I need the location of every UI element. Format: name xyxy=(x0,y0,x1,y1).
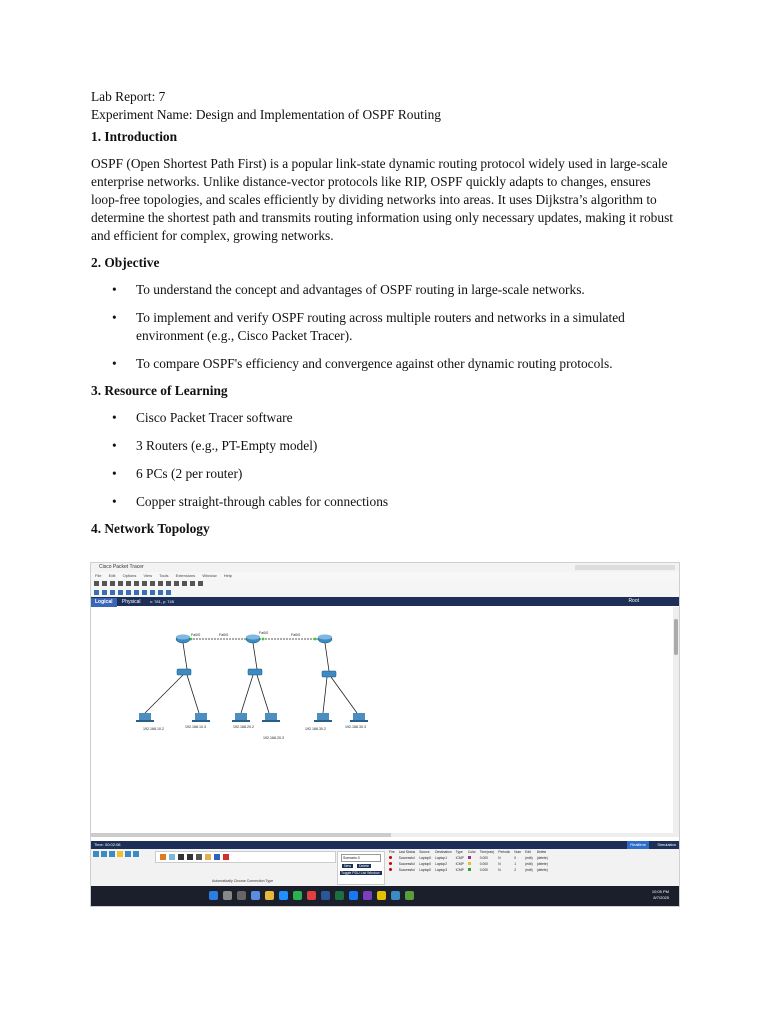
pdu-num: 0 xyxy=(514,856,517,860)
experiment-name: Experiment Name: Design and Implementation of OSPF Routing xyxy=(91,107,441,122)
realtime-tab[interactable]: Realtime xyxy=(627,841,649,849)
cable-palette xyxy=(155,851,336,863)
pdu-time: 0.000 xyxy=(479,868,489,872)
list-item: • To compare OSPF's efficiency and convergence against other dynamic routing protocols. xyxy=(91,355,681,373)
pdu-header: Periodic xyxy=(498,850,511,854)
wizard-icon[interactable] xyxy=(126,581,131,586)
resize-icon[interactable] xyxy=(118,590,123,595)
time-bar xyxy=(91,841,679,849)
pdu-periodic: N xyxy=(498,862,501,866)
device-category-icon[interactable] xyxy=(109,851,115,857)
router-icon[interactable] xyxy=(318,635,332,644)
packet-tracer-icon[interactable] xyxy=(391,891,400,900)
resources-heading: 3. Resource of Learning xyxy=(91,383,228,398)
zoom-reset-icon[interactable] xyxy=(182,581,187,586)
app-icon[interactable] xyxy=(363,891,372,900)
pdu-status: Successful xyxy=(398,868,415,872)
pt-toolbar xyxy=(91,579,679,588)
link-s3-pc xyxy=(331,677,357,713)
pdu-destination: Laptop2 xyxy=(435,862,448,866)
complex-pdu-icon[interactable] xyxy=(166,590,171,595)
list-item: • To implement and verify OSPF routing across multiple routers and networks in a simulated environment (e.g., Cisco Packet Tracer). xyxy=(91,309,681,345)
pdu-source: Laptop0 xyxy=(419,856,432,860)
connection-icon[interactable] xyxy=(117,851,123,857)
select-icon[interactable] xyxy=(94,590,99,595)
fiber-cable-icon[interactable] xyxy=(196,854,202,860)
pdu-edit-link[interactable]: (edit) xyxy=(525,868,533,872)
pt-toolbar-secondary xyxy=(91,588,679,597)
pc-label: 192.168.10.2 xyxy=(143,727,164,731)
zoom-in-icon[interactable] xyxy=(166,581,171,586)
pdu-edit-link[interactable]: (edit) xyxy=(525,862,533,866)
new-icon[interactable] xyxy=(94,581,99,586)
pdu-delete-link[interactable]: (delete) xyxy=(536,856,548,860)
chrome-icon[interactable] xyxy=(293,891,302,900)
serial-cable-icon[interactable] xyxy=(223,854,229,860)
device-palette xyxy=(93,851,139,857)
fire-icon[interactable] xyxy=(389,868,392,871)
device-category-icon[interactable] xyxy=(93,851,99,857)
introduction-text: OSPF (Open Shortest Path First) is a popular link-state dynamic routing protocol widely used in large-scale enterprise networks. Unlike distance-vector protocols like RIP, OSPF quickly adapts to changes, ensures loop-free topologies, and scales efficiently by dividing networks into areas. It uses Dijkstra’s algorithm to determine the shortest path and transmits routing information using only necessary updates, making it robust and efficient for complex, growing networks. xyxy=(91,156,674,243)
pdu-num: 2 xyxy=(514,868,517,872)
excel-icon[interactable] xyxy=(335,891,344,900)
list-item: • Copper straight-through cables for connections xyxy=(91,493,681,511)
link-light xyxy=(314,638,317,641)
link-s1-pc xyxy=(187,675,199,713)
new-scenario-button[interactable]: New xyxy=(344,864,352,868)
device-category-icon[interactable] xyxy=(125,851,131,857)
pdu-header: Fire xyxy=(389,850,395,854)
fire-icon[interactable] xyxy=(389,856,392,859)
list-item: • 6 PCs (2 per router) xyxy=(91,465,681,483)
pdu-source: Laptop0 xyxy=(419,868,432,872)
window-controls[interactable] xyxy=(575,565,675,570)
coax-cable-icon[interactable] xyxy=(214,854,220,860)
pdu-header: Source xyxy=(419,850,430,854)
scenario-select[interactable]: Scenario 0 xyxy=(341,854,381,862)
if-label-r3: Fa0/0 xyxy=(291,633,301,637)
vertical-scrollbar[interactable] xyxy=(673,607,679,837)
pt-window-title: Cisco Packet Tracer xyxy=(99,564,144,570)
packet-tracer-screenshot xyxy=(90,562,680,907)
pdu-header: Type xyxy=(455,850,463,854)
note-icon[interactable] xyxy=(126,590,131,595)
link-r3-s3 xyxy=(325,643,329,671)
laptop-icon[interactable] xyxy=(350,713,368,722)
pdu-header: Num xyxy=(514,850,522,854)
list-item: • To understand the concept and advantages of OSPF routing in large-scale networks. xyxy=(91,281,681,299)
palette-icon[interactable] xyxy=(190,581,195,586)
copy-icon[interactable] xyxy=(134,581,139,586)
straight-cable-icon[interactable] xyxy=(178,854,184,860)
pdu-header: Last Status xyxy=(398,850,416,854)
zoom-out-icon[interactable] xyxy=(174,581,179,586)
taskbar-icons xyxy=(209,891,414,900)
pdu-header: Edit xyxy=(525,850,531,854)
menu-tools[interactable]: Tools xyxy=(159,573,169,578)
delete-scenario-button[interactable]: Delete xyxy=(359,864,370,868)
topology-heading: 4. Network Topology xyxy=(91,521,210,536)
rectangle-icon[interactable] xyxy=(142,590,147,595)
ellipse-icon[interactable] xyxy=(150,590,155,595)
pdu-icon[interactable] xyxy=(158,590,163,595)
pdu-periodic: N xyxy=(498,868,501,872)
pdu-delete-link[interactable]: (delete) xyxy=(536,868,548,872)
auto-cable-label: Automatically Choose Connection Type xyxy=(211,879,274,883)
menu-file[interactable]: File xyxy=(95,573,102,578)
pdu-type: ICMP xyxy=(455,856,464,860)
simulation-tab[interactable]: Simulation xyxy=(657,842,676,847)
device-category-icon[interactable] xyxy=(133,851,139,857)
crossover-cable-icon[interactable] xyxy=(187,854,193,860)
pt-menu-bar xyxy=(91,572,679,579)
pdu-header: Delete xyxy=(536,850,547,854)
task-view-icon[interactable] xyxy=(237,891,246,900)
laptop-icon[interactable] xyxy=(314,713,332,722)
time-readout: Time: 00:02:08 xyxy=(94,842,121,847)
router-icon[interactable] xyxy=(246,635,260,644)
pdu-destination: Laptop3 xyxy=(435,868,448,872)
pdu-time: 0.000 xyxy=(479,856,489,860)
pc-label: 192.168.20.2 xyxy=(233,725,254,729)
line-icon[interactable] xyxy=(134,590,139,595)
topology-diagram xyxy=(91,607,673,837)
pc-label: 192.168.20.3 xyxy=(263,736,284,740)
edge-icon[interactable] xyxy=(279,891,288,900)
paste-icon[interactable] xyxy=(142,581,147,586)
file-explorer-icon[interactable] xyxy=(265,891,274,900)
pdu-status: Successful xyxy=(398,862,415,866)
pdu-edit-link[interactable]: (edit) xyxy=(525,856,533,860)
scenario-panel xyxy=(337,851,385,885)
save-icon[interactable] xyxy=(110,581,115,586)
app-icon[interactable] xyxy=(405,891,414,900)
coords-readout: x: 781, y: 745 xyxy=(149,599,174,604)
pt-title-bar xyxy=(91,563,679,572)
windows-taskbar xyxy=(91,886,679,906)
phone-cable-icon[interactable] xyxy=(205,854,211,860)
pdu-num: 1 xyxy=(514,862,517,866)
list-item: • 3 Routers (e.g., PT-Empty model) xyxy=(91,437,681,455)
laptop-icon[interactable] xyxy=(136,713,154,722)
list-item: • Cisco Packet Tracer software xyxy=(91,409,681,427)
delete-icon[interactable] xyxy=(110,590,115,595)
objective-heading: 2. Objective xyxy=(91,255,160,270)
document-page xyxy=(91,88,681,538)
if-label-r2-left: Fa0/0 xyxy=(219,633,229,637)
horizontal-scrollbar[interactable] xyxy=(91,833,679,837)
link-light xyxy=(262,638,265,641)
table-row[interactable] xyxy=(387,867,550,873)
if-label-r1: Fa0/0 xyxy=(191,633,201,637)
tab-physical[interactable]: Physical xyxy=(121,599,141,605)
pdu-time: 0.000 xyxy=(479,862,489,866)
device-icon[interactable] xyxy=(198,581,203,586)
app-icon[interactable] xyxy=(307,891,316,900)
redo-icon[interactable] xyxy=(158,581,163,586)
link-r2-s2 xyxy=(253,643,257,669)
pc-label: 192.168.30.3 xyxy=(345,725,366,729)
app-icon[interactable] xyxy=(377,891,386,900)
pdu-table xyxy=(387,849,550,873)
pdu-color-swatch xyxy=(468,856,471,859)
pdu-periodic: N xyxy=(498,856,501,860)
widgets-icon[interactable] xyxy=(251,891,260,900)
menu-window[interactable]: Window xyxy=(202,573,217,578)
auto-cable-icon[interactable] xyxy=(160,854,166,860)
objective-list xyxy=(91,281,681,373)
pdu-delete-link[interactable]: (delete) xyxy=(536,862,548,866)
laptop-icon[interactable] xyxy=(232,713,250,722)
pc-label: 192.168.30.2 xyxy=(305,727,326,731)
clock-time: 10:05 PM xyxy=(651,889,669,894)
introduction-heading: 1. Introduction xyxy=(91,129,178,144)
if-label-r2-right: Fa0/0 xyxy=(259,631,269,635)
switch-icon[interactable] xyxy=(322,671,336,677)
menu-view[interactable]: View xyxy=(143,573,153,578)
switch-icon[interactable] xyxy=(177,669,191,675)
facebook-icon[interactable] xyxy=(349,891,358,900)
link-s1-pc xyxy=(145,675,183,713)
link-s3-pc xyxy=(323,677,327,713)
router-icon[interactable] xyxy=(176,635,190,644)
pc-label: 192.168.10.3 xyxy=(185,725,206,729)
link-r1-s1 xyxy=(183,643,187,669)
device-category-icon[interactable] xyxy=(101,851,107,857)
lab-report-title: Lab Report: 7 xyxy=(91,89,166,104)
workspace-tab-bar xyxy=(91,597,679,606)
toggle-pdu-button[interactable]: Toggle PDU List Window xyxy=(340,871,382,875)
resources-list xyxy=(91,409,681,511)
menu-help[interactable]: Help xyxy=(223,573,232,578)
link-s2-pc xyxy=(241,675,253,713)
start-icon[interactable] xyxy=(209,891,218,900)
pdu-type: ICMP xyxy=(455,862,464,866)
pdu-header: Destination xyxy=(435,850,452,854)
tab-logical[interactable]: Logical xyxy=(91,598,117,607)
bottom-panel xyxy=(91,841,679,886)
pdu-type: ICMP xyxy=(455,868,464,872)
pdu-status: Successful xyxy=(398,856,415,860)
pdu-header: Time(sec) xyxy=(479,850,495,854)
link-s2-pc xyxy=(257,675,269,713)
taskbar-clock[interactable] xyxy=(652,889,669,901)
pdu-color-swatch xyxy=(468,868,471,871)
pdu-source: Laptop0 xyxy=(419,862,432,866)
clock-date: 8/7/2025 xyxy=(653,895,669,900)
pdu-destination: Laptop1 xyxy=(435,856,448,860)
open-icon[interactable] xyxy=(102,581,107,586)
pdu-header: Color xyxy=(467,850,476,854)
console-cable-icon[interactable] xyxy=(169,854,175,860)
laptop-icon[interactable] xyxy=(262,713,280,722)
switch-icon[interactable] xyxy=(248,669,262,675)
menu-edit[interactable]: Edit xyxy=(108,573,116,578)
menu-options[interactable]: Options xyxy=(122,573,137,578)
logical-workspace[interactable] xyxy=(91,607,673,837)
laptop-icon[interactable] xyxy=(192,713,210,722)
root-label[interactable]: Root xyxy=(628,598,639,604)
pdu-color-swatch xyxy=(468,862,471,865)
undo-icon[interactable] xyxy=(150,581,155,586)
pdu-list xyxy=(387,849,550,873)
search-icon[interactable] xyxy=(223,891,232,900)
print-icon[interactable] xyxy=(118,581,123,586)
word-icon[interactable] xyxy=(321,891,330,900)
inspect-icon[interactable] xyxy=(102,590,107,595)
fire-icon[interactable] xyxy=(389,862,392,865)
menu-extensions[interactable]: Extensions xyxy=(175,573,196,578)
